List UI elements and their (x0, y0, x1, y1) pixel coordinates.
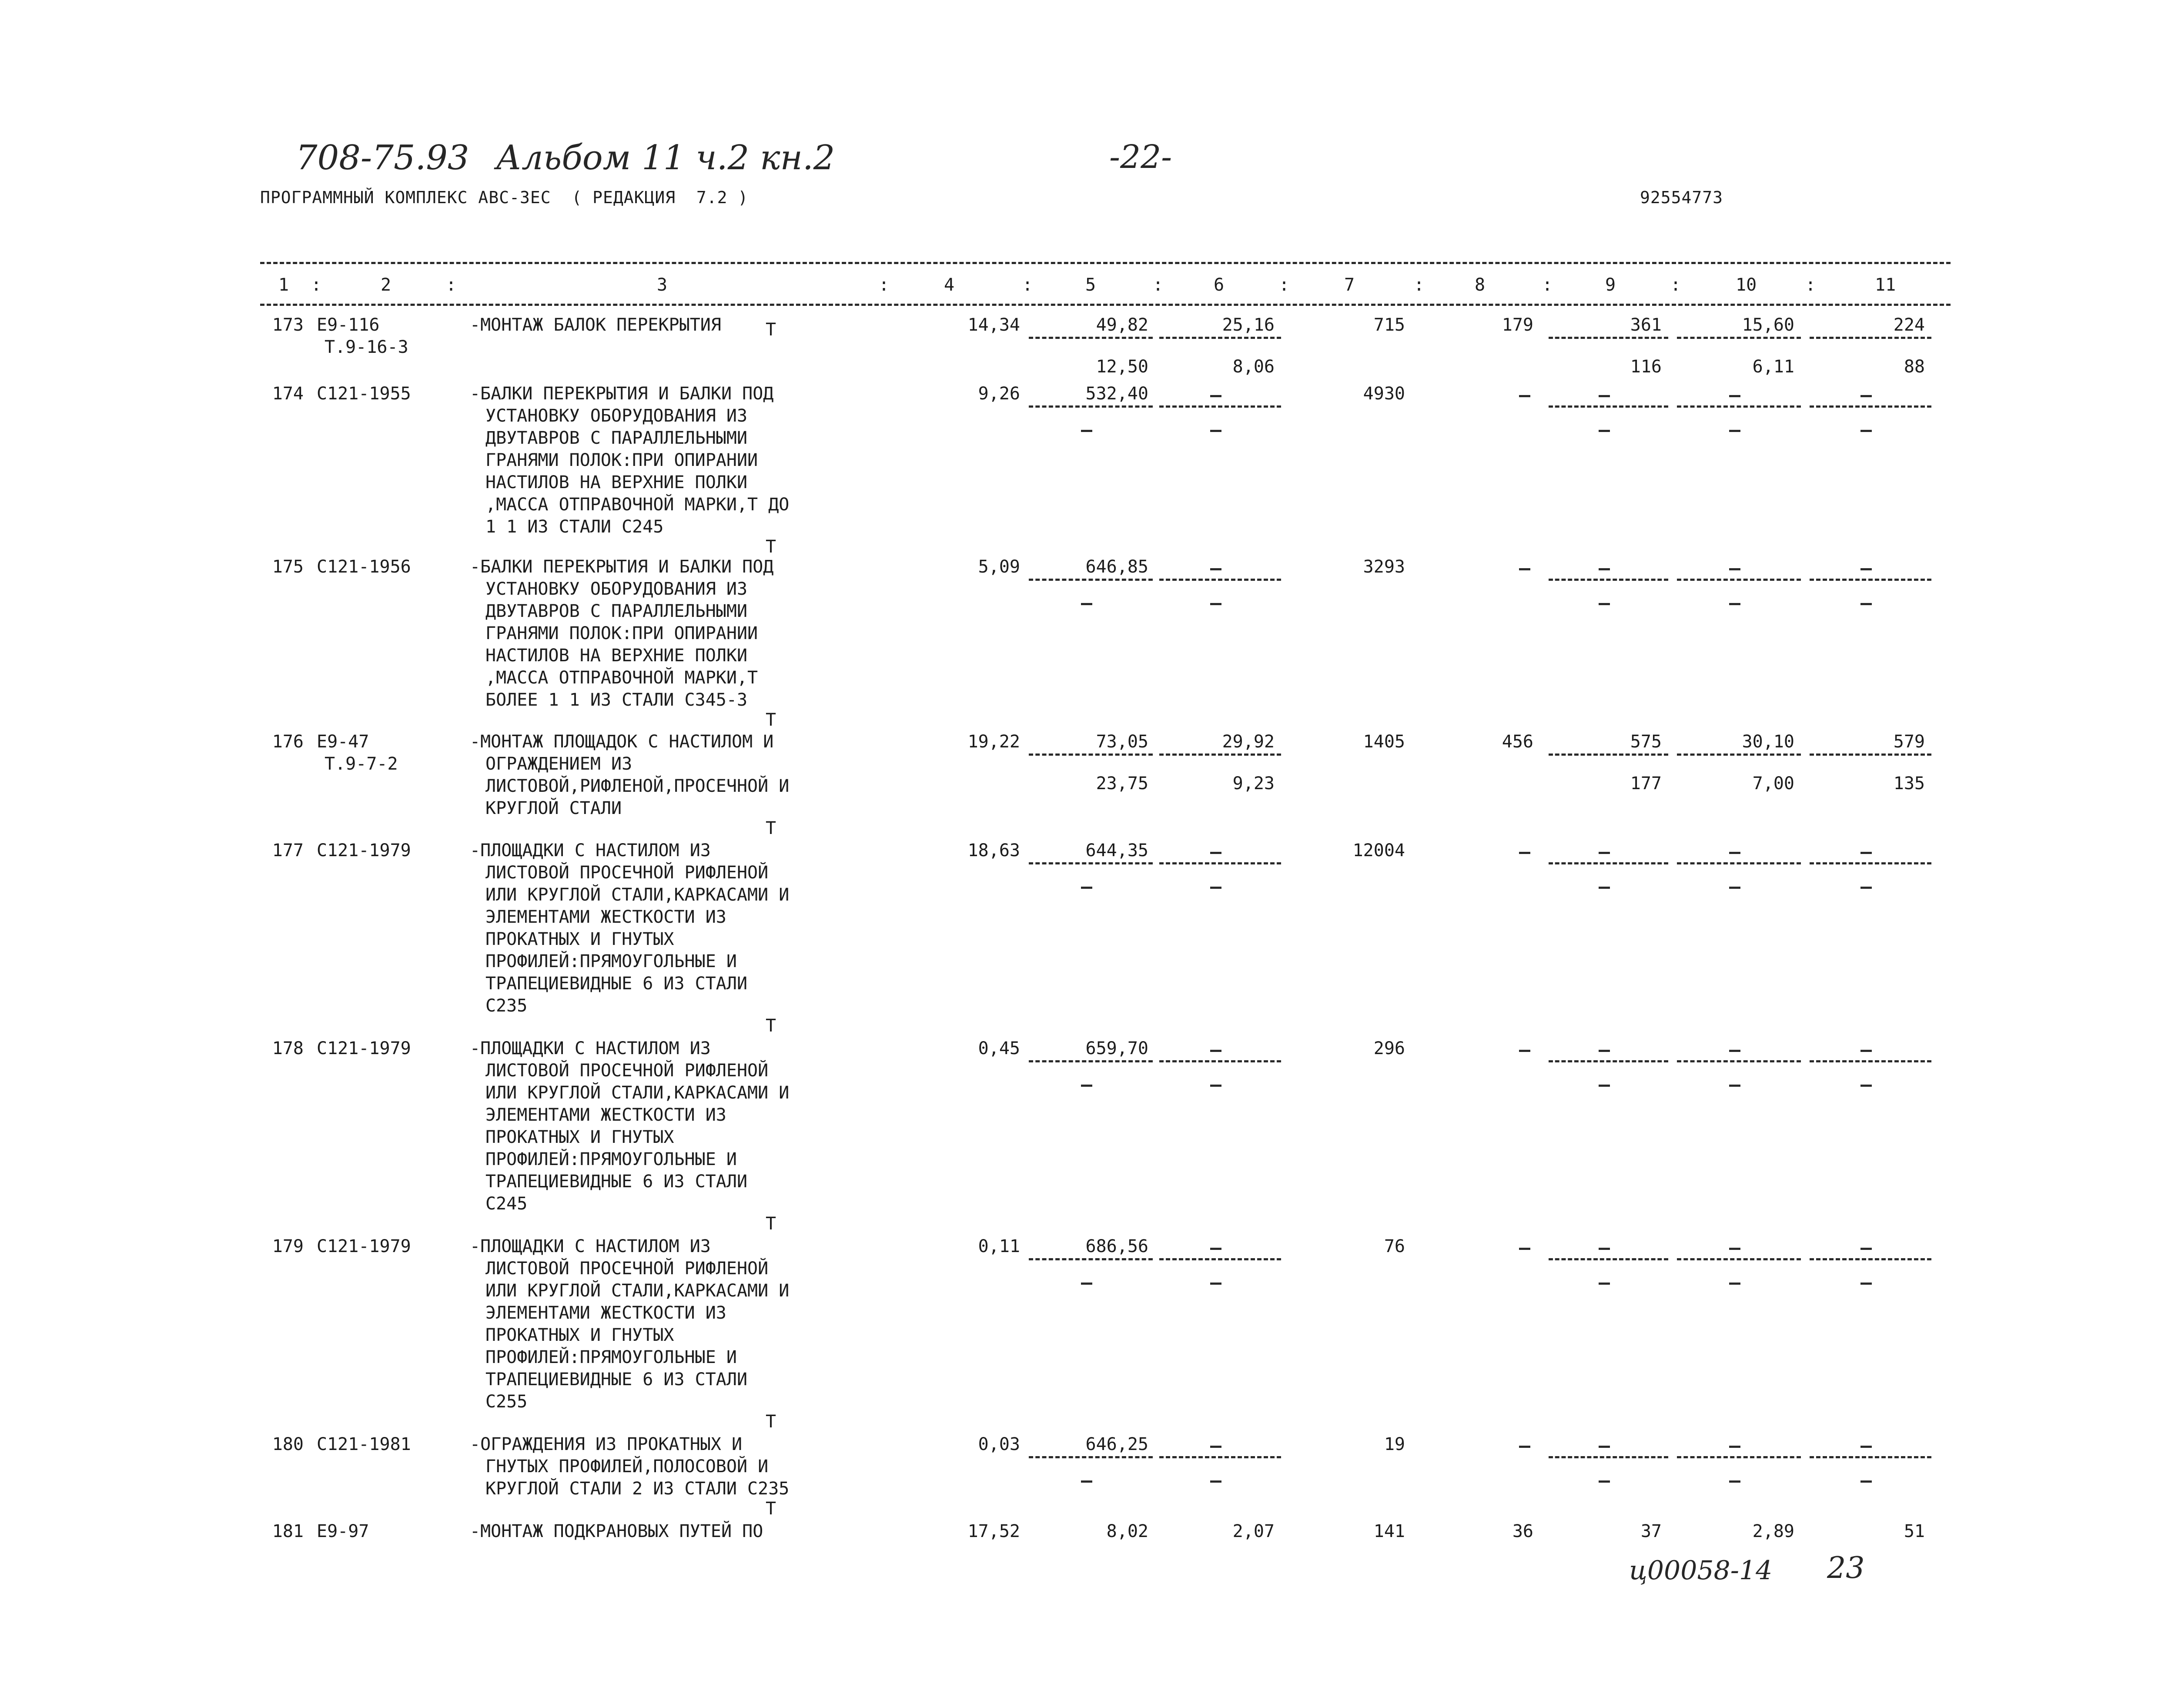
cell-c11b: 88 (1904, 357, 1925, 377)
cell-c7: 3293 (1363, 557, 1405, 577)
dash-c11 (1860, 568, 1872, 570)
dash-c6b (1210, 1085, 1221, 1087)
dash-c10 (1729, 1446, 1740, 1448)
column-number-7: 7 (1344, 275, 1355, 295)
row-description: ТРАПЕЦИЕВИДНЫЕ 6 ИЗ СТАЛИ (485, 974, 748, 994)
row-description: ГНУТЫХ ПРОФИЛЕЙ,ПОЛОСОВОЙ И (485, 1457, 769, 1477)
dash-c8 (1519, 568, 1530, 570)
dash-c6b (1210, 430, 1221, 432)
row-unit: Т (766, 1214, 776, 1234)
row-description: -МОНТАЖ БАЛОК ПЕРЕКРЫТИЯ (470, 315, 721, 335)
row-code: Е9-47 (317, 732, 369, 752)
dash-c9 (1599, 395, 1610, 397)
column-number-5: 5 (1085, 275, 1096, 295)
row-code: Т.9-7-2 (325, 754, 398, 774)
row-unit: Т (766, 1412, 776, 1432)
cell-c7: 296 (1373, 1038, 1405, 1058)
cell-c6b: 9,23 (1232, 774, 1275, 794)
cell-c6: 25,16 (1222, 315, 1275, 335)
dash-c6 (1210, 1248, 1221, 1250)
cell-c11: 579 (1893, 732, 1925, 752)
column-number-2: 2 (381, 275, 392, 295)
dash-c9 (1599, 852, 1610, 854)
dash-c9 (1599, 1446, 1610, 1448)
cell-c4: 17,52 (967, 1521, 1020, 1541)
dash-c9 (1599, 1248, 1610, 1250)
cell-c10: 15,60 (1742, 315, 1794, 335)
cell-c11: 224 (1893, 315, 1925, 335)
fraction-rule-c9 (1549, 754, 1668, 756)
row-description: ЛИСТОВОЙ ПРОСЕЧНОЙ РИФЛЕНОЙ (485, 1259, 769, 1279)
row-description: -ПЛОЩАДКИ С НАСТИЛОМ ИЗ (470, 1236, 711, 1256)
fraction-rule-c11 (1810, 754, 1931, 756)
dash-c10 (1729, 1248, 1740, 1250)
cell-c7: 1405 (1363, 732, 1405, 752)
row-description: ИЛИ КРУГЛОЙ СТАЛИ,КАРКАСАМИ И (485, 1281, 790, 1301)
dash-c10b (1729, 430, 1740, 432)
fraction-rule-c9 (1549, 405, 1668, 408)
fraction-rule-c11 (1810, 405, 1931, 408)
fraction-rule-c9 (1549, 1258, 1668, 1260)
row-code: Е9-97 (317, 1521, 369, 1541)
dash-c6b (1210, 1480, 1221, 1483)
cell-c5b: 23,75 (1096, 774, 1148, 794)
cell-c11: 51 (1904, 1521, 1925, 1541)
fraction-rule-c6 (1159, 1258, 1281, 1260)
dash-c6 (1210, 1446, 1221, 1448)
cell-c4: 19,22 (967, 732, 1020, 752)
dash-c9 (1599, 568, 1610, 570)
row-description: ПРОФИЛЕЙ:ПРЯМОУГОЛЬНЫЕ И (485, 1149, 737, 1169)
cell-c10b: 7,00 (1752, 774, 1794, 794)
dash-c5b (1081, 1085, 1092, 1087)
row-description: 1 1 ИЗ СТАЛИ С245 (485, 517, 664, 537)
fraction-rule-c10 (1677, 405, 1801, 408)
fraction-rule-c9 (1549, 862, 1668, 864)
fraction-rule-c5 (1029, 579, 1153, 581)
row-number: 178 (272, 1038, 304, 1058)
column-separator: : (1279, 275, 1290, 295)
dash-c6 (1210, 1050, 1221, 1052)
column-separator: : (1022, 275, 1033, 295)
row-number: 174 (272, 384, 304, 404)
cell-c6: 29,92 (1222, 732, 1275, 752)
cell-c5: 646,85 (1085, 557, 1148, 577)
page-number: -22- (1109, 138, 1172, 176)
stamp-number: ц00058-14 (1629, 1555, 1773, 1586)
column-separator: : (879, 275, 890, 295)
fraction-rule-c9 (1549, 1456, 1668, 1458)
row-code: С121-1956 (317, 557, 411, 577)
cell-c6: 2,07 (1232, 1521, 1275, 1541)
column-number-10: 10 (1736, 275, 1757, 295)
row-description: БОЛЕЕ 1 1 ИЗ СТАЛИ С345-3 (485, 690, 748, 710)
cell-c9: 37 (1640, 1521, 1662, 1541)
dash-c11b (1860, 1283, 1872, 1285)
dash-c10 (1729, 568, 1740, 570)
dash-c11b (1860, 1085, 1872, 1087)
column-separator: : (311, 275, 322, 295)
cell-c7: 76 (1384, 1236, 1405, 1256)
cell-c4: 0,45 (978, 1038, 1020, 1058)
row-code: С121-1981 (317, 1434, 411, 1454)
cell-c10b: 6,11 (1752, 357, 1794, 377)
cell-c7: 12004 (1352, 841, 1405, 861)
dash-c6 (1210, 395, 1221, 397)
dash-c9 (1599, 1050, 1610, 1052)
cell-c8: 456 (1502, 732, 1533, 752)
row-description: ГРАНЯМИ ПОЛОК:ПРИ ОПИРАНИИ (485, 623, 758, 643)
fraction-rule-c10 (1677, 1258, 1801, 1260)
dash-c11b (1860, 1480, 1872, 1483)
fraction-rule-c9 (1549, 579, 1668, 581)
fraction-rule-c6 (1159, 1060, 1281, 1062)
fraction-rule-c6 (1159, 337, 1281, 339)
album-label: Альбом 11 ч.2 кн.2 (496, 138, 835, 177)
cell-c5: 646,25 (1085, 1434, 1148, 1454)
row-description: ,МАССА ОТПРАВОЧНОЙ МАРКИ,Т (485, 668, 758, 688)
row-number: 180 (272, 1434, 304, 1454)
cell-c5: 8,02 (1106, 1521, 1148, 1541)
fraction-rule-c10 (1677, 1060, 1801, 1062)
row-number: 176 (272, 732, 304, 752)
row-description: ДВУТАВРОВ С ПАРАЛЛЕЛЬНЫМИ (485, 601, 748, 621)
fraction-rule-c11 (1810, 862, 1931, 864)
dash-c10b (1729, 887, 1740, 889)
dash-c10b (1729, 603, 1740, 605)
cell-c4: 0,03 (978, 1434, 1020, 1454)
dash-c10b (1729, 1480, 1740, 1483)
cell-c9: 361 (1630, 315, 1662, 335)
cell-c5b: 12,50 (1096, 357, 1148, 377)
dash-c8 (1519, 1248, 1530, 1250)
row-number: 175 (272, 557, 304, 577)
dash-c10b (1729, 1283, 1740, 1285)
dash-c8 (1519, 1050, 1530, 1052)
fraction-rule-c11 (1810, 579, 1931, 581)
dash-c9b (1599, 887, 1610, 889)
dash-c11b (1860, 603, 1872, 605)
cell-c7: 4930 (1363, 384, 1405, 404)
dash-c11 (1860, 1050, 1872, 1052)
fraction-rule-c5 (1029, 1456, 1153, 1458)
dash-c9b (1599, 430, 1610, 432)
row-description: С255 (485, 1392, 528, 1412)
dash-c9b (1599, 1283, 1610, 1285)
row-description: -ПЛОЩАДКИ С НАСТИЛОМ ИЗ (470, 1038, 711, 1058)
table-header-rule (260, 304, 1951, 306)
row-description: С245 (485, 1194, 528, 1214)
row-unit: Т (766, 1016, 776, 1036)
column-separator: : (1805, 275, 1816, 295)
row-unit: Т (766, 537, 776, 557)
row-description: КРУГЛОЙ СТАЛИ (485, 798, 622, 818)
dash-c6b (1210, 603, 1221, 605)
row-description: ПРОФИЛЕЙ:ПРЯМОУГОЛЬНЫЕ И (485, 951, 737, 971)
dash-c10 (1729, 852, 1740, 854)
cell-c6b: 8,06 (1232, 357, 1275, 377)
column-separator: : (1542, 275, 1553, 295)
cell-c9b: 177 (1630, 774, 1662, 794)
cell-c9b: 116 (1630, 357, 1662, 377)
row-number: 181 (272, 1521, 304, 1541)
dash-c8 (1519, 1446, 1530, 1448)
row-description: ГРАНЯМИ ПОЛОК:ПРИ ОПИРАНИИ (485, 450, 758, 470)
dash-c10 (1729, 395, 1740, 397)
dash-c8 (1519, 852, 1530, 854)
row-description: ПРОКАТНЫХ И ГНУТЫХ (485, 1127, 674, 1147)
dash-c6b (1210, 1283, 1221, 1285)
fraction-rule-c6 (1159, 405, 1281, 408)
row-description: КРУГЛОЙ СТАЛИ 2 ИЗ СТАЛИ С235 (485, 1479, 790, 1499)
fraction-rule-c10 (1677, 754, 1801, 756)
fraction-rule-c5 (1029, 337, 1153, 339)
row-description: НАСТИЛОВ НА ВЕРХНИЕ ПОЛКИ (485, 472, 748, 492)
row-description: ЛИСТОВОЙ,РИФЛЕНОЙ,ПРОСЕЧНОЙ И (485, 776, 790, 796)
dash-c5b (1081, 1283, 1092, 1285)
dash-c6b (1210, 887, 1221, 889)
row-code: Е9-116 (317, 315, 380, 335)
row-description: ЛИСТОВОЙ ПРОСЕЧНОЙ РИФЛЕНОЙ (485, 863, 769, 883)
dash-c9b (1599, 1480, 1610, 1483)
row-code: С121-1979 (317, 1236, 411, 1256)
row-description: -МОНТАЖ ПЛОЩАДОК С НАСТИЛОМ И (470, 732, 774, 752)
dash-c11 (1860, 1446, 1872, 1448)
row-code: С121-1979 (317, 841, 411, 861)
fraction-rule-c10 (1677, 579, 1801, 581)
dash-c6 (1210, 568, 1221, 570)
cell-c5: 73,05 (1096, 732, 1148, 752)
fraction-rule-c5 (1029, 1060, 1153, 1062)
row-description: ЭЛЕМЕНТАМИ ЖЕСТКОСТИ ИЗ (485, 1303, 726, 1323)
column-separator: : (1153, 275, 1164, 295)
row-unit: Т (766, 710, 776, 730)
row-description: УСТАНОВКУ ОБОРУДОВАНИЯ ИЗ (485, 406, 748, 426)
row-description: ТРАПЕЦИЕВИДНЫЕ 6 ИЗ СТАЛИ (485, 1370, 748, 1390)
column-number-1: 1 (278, 275, 289, 295)
cell-c4: 18,63 (967, 841, 1020, 861)
fraction-rule-c5 (1029, 405, 1153, 408)
fraction-rule-c6 (1159, 754, 1281, 756)
dash-c5b (1081, 603, 1092, 605)
row-description: С235 (485, 996, 528, 1016)
dash-c5b (1081, 1480, 1092, 1483)
row-description: УСТАНОВКУ ОБОРУДОВАНИЯ ИЗ (485, 579, 748, 599)
row-code: С121-1955 (317, 384, 411, 404)
cell-c10: 2,89 (1752, 1521, 1794, 1541)
column-number-4: 4 (944, 275, 955, 295)
cell-c4: 9,26 (978, 384, 1020, 404)
row-unit: Т (766, 1499, 776, 1519)
dash-c11b (1860, 430, 1872, 432)
row-description: ,МАССА ОТПРАВОЧНОЙ МАРКИ,Т ДО (485, 495, 790, 515)
row-description: ПРОКАТНЫХ И ГНУТЫХ (485, 929, 674, 949)
fraction-rule-c10 (1677, 1456, 1801, 1458)
row-code: С121-1979 (317, 1038, 411, 1058)
column-number-6: 6 (1214, 275, 1225, 295)
fraction-rule-c6 (1159, 579, 1281, 581)
row-description: ИЛИ КРУГЛОЙ СТАЛИ,КАРКАСАМИ И (485, 1083, 790, 1103)
cell-c7: 19 (1384, 1434, 1405, 1454)
fraction-rule-c10 (1677, 337, 1801, 339)
fraction-rule-c9 (1549, 1060, 1668, 1062)
row-description: ИЛИ КРУГЛОЙ СТАЛИ,КАРКАСАМИ И (485, 885, 790, 905)
cell-c11b: 135 (1893, 774, 1925, 794)
row-description: -МОНТАЖ ПОДКРАНОВЫХ ПУТЕЙ ПО (470, 1521, 763, 1541)
cell-c8: 179 (1502, 315, 1533, 335)
column-separator: : (446, 275, 457, 295)
document-code: 708-75.93 (296, 138, 469, 177)
cell-c5: 49,82 (1096, 315, 1148, 335)
column-number-8: 8 (1475, 275, 1486, 295)
cell-c4: 5,09 (978, 557, 1020, 577)
cell-c9: 575 (1630, 732, 1662, 752)
row-description: ЭЛЕМЕНТАМИ ЖЕСТКОСТИ ИЗ (485, 1105, 726, 1125)
row-description: -БАЛКИ ПЕРЕКРЫТИЯ И БАЛКИ ПОД (470, 384, 774, 404)
row-unit: Т (766, 818, 776, 838)
document-number: 92554773 (1640, 188, 1723, 207)
fraction-rule-c11 (1810, 337, 1931, 339)
row-description: ЛИСТОВОЙ ПРОСЕЧНОЙ РИФЛЕНОЙ (485, 1061, 769, 1081)
dash-c5b (1081, 430, 1092, 432)
row-code: Т.9-16-3 (325, 337, 408, 357)
column-separator: : (1414, 275, 1425, 295)
row-number: 173 (272, 315, 304, 335)
dash-c6 (1210, 852, 1221, 854)
cell-c7: 141 (1373, 1521, 1405, 1541)
dash-c11 (1860, 852, 1872, 854)
row-description: ОГРАЖДЕНИЕМ ИЗ (485, 754, 632, 774)
dash-c10 (1729, 1050, 1740, 1052)
fraction-rule-c6 (1159, 1456, 1281, 1458)
fraction-rule-c5 (1029, 862, 1153, 864)
row-description: ПРОФИЛЕЙ:ПРЯМОУГОЛЬНЫЕ И (485, 1347, 737, 1367)
table-top-rule (260, 262, 1951, 264)
row-description: ДВУТАВРОВ С ПАРАЛЛЕЛЬНЫМИ (485, 428, 748, 448)
row-description: ТРАПЕЦИЕВИДНЫЕ 6 ИЗ СТАЛИ (485, 1172, 748, 1192)
row-description: НАСТИЛОВ НА ВЕРХНИЕ ПОЛКИ (485, 646, 748, 666)
row-description: -БАЛКИ ПЕРЕКРЫТИЯ И БАЛКИ ПОД (470, 557, 774, 577)
column-number-9: 9 (1605, 275, 1616, 295)
cell-c5: 659,70 (1085, 1038, 1148, 1058)
cell-c4: 0,11 (978, 1236, 1020, 1256)
row-description: ЭЛЕМЕНТАМИ ЖЕСТКОСТИ ИЗ (485, 907, 726, 927)
row-number: 179 (272, 1236, 304, 1256)
dash-c11 (1860, 395, 1872, 397)
fraction-rule-c6 (1159, 862, 1281, 864)
row-description: -ОГРАЖДЕНИЯ ИЗ ПРОКАТНЫХ И (470, 1434, 743, 1454)
dash-c11 (1860, 1248, 1872, 1250)
dash-c10b (1729, 1085, 1740, 1087)
dash-c9b (1599, 1085, 1610, 1087)
cell-c7: 715 (1373, 315, 1405, 335)
dash-c8 (1519, 395, 1530, 397)
row-description: -ПЛОЩАДКИ С НАСТИЛОМ ИЗ (470, 841, 711, 861)
column-number-11: 11 (1875, 275, 1896, 295)
cell-c5: 532,40 (1085, 384, 1148, 404)
row-number: 177 (272, 841, 304, 861)
fraction-rule-c11 (1810, 1456, 1931, 1458)
fraction-rule-c5 (1029, 754, 1153, 756)
program-line: ПРОГРАММНЫЙ КОМПЛЕКС АВС-3ЕС ( РЕДАКЦИЯ 7.2 ) (260, 188, 749, 207)
dash-c5b (1081, 887, 1092, 889)
dash-c9b (1599, 603, 1610, 605)
cell-c5: 686,56 (1085, 1236, 1148, 1256)
dash-c11b (1860, 887, 1872, 889)
row-description: ПРОКАТНЫХ И ГНУТЫХ (485, 1325, 674, 1345)
cell-c4: 14,34 (967, 315, 1020, 335)
cell-c10: 30,10 (1742, 732, 1794, 752)
column-number-3: 3 (657, 275, 668, 295)
cell-c5: 644,35 (1085, 841, 1148, 861)
row-unit: Т (766, 320, 776, 340)
fraction-rule-c10 (1677, 862, 1801, 864)
fraction-rule-c11 (1810, 1258, 1931, 1260)
fraction-rule-c11 (1810, 1060, 1931, 1062)
column-separator: : (1670, 275, 1681, 295)
fraction-rule-c5 (1029, 1258, 1153, 1260)
cell-c8: 36 (1512, 1521, 1533, 1541)
fraction-rule-c9 (1549, 337, 1668, 339)
sheet-number: 23 (1827, 1551, 1865, 1585)
